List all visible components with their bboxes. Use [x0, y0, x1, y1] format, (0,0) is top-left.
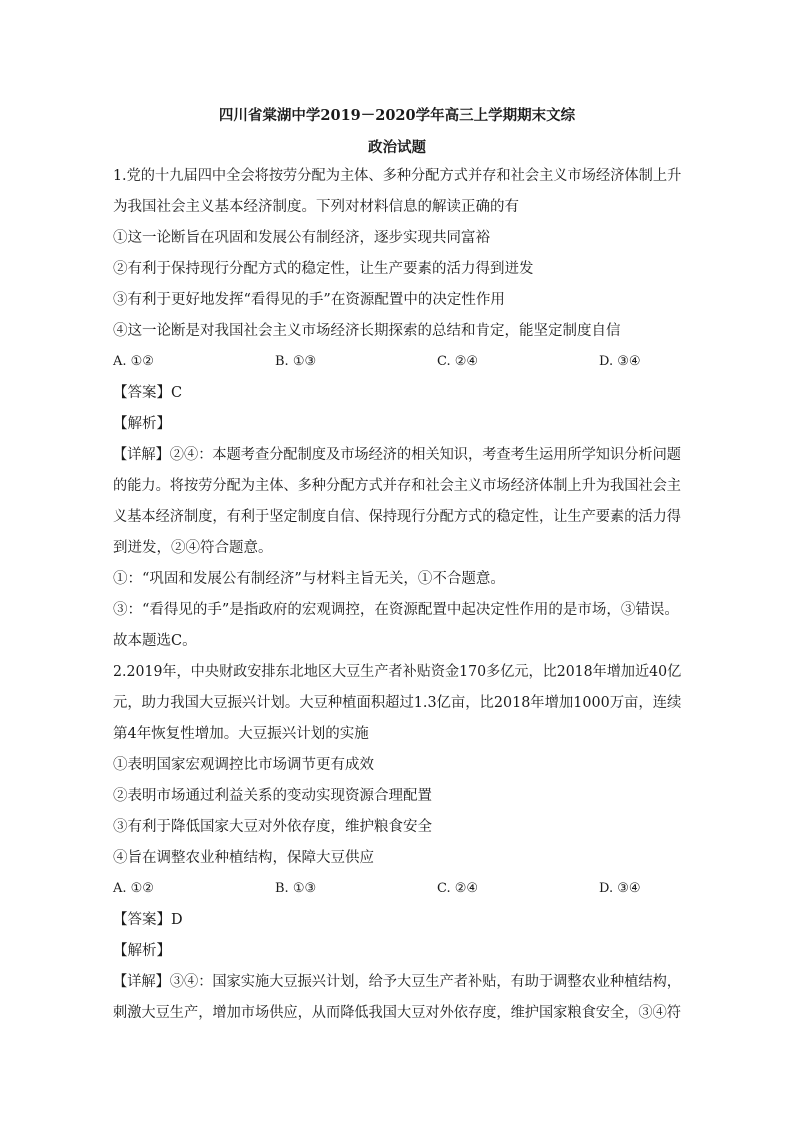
q2-statement-4: ④旨在调整农业种植结构，保障大豆供应 [113, 850, 374, 866]
q2-stem-line-3: 第4年恢复性增加。大豆振兴计划的实施 [113, 726, 369, 742]
q1-statement-3: ③有利于更好地发挥“看得见的手”在资源配置中的决定性作用 [113, 292, 505, 308]
q2-statement-2: ②表明市场通过利益关系的变动实现资源合理配置 [113, 788, 432, 804]
q1-statement-1: ①这一论断旨在巩固和发展公有制经济，逐步实现共同富裕 [113, 230, 490, 246]
q1-option-d: D. ③④ [599, 354, 641, 369]
q1-option-c: C. ②④ [437, 354, 479, 369]
q1-detail-line-7: 故本题选C。 [113, 633, 197, 649]
q1-detail-line-3: 义基本经济制度，有利于坚定制度自信、保持现行分配方式的稳定性，让生产要素的活力得 [113, 509, 681, 525]
q1-statement-2: ②有利于保持现行分配方式的稳定性，让生产要素的活力得到迸发 [113, 261, 534, 277]
q1-stem-line-1: 1.党的十九届四中全会将按劳分配为主体、多种分配方式并存和社会主义市场经济体制上升 [113, 168, 682, 184]
q1-detail-line-1: 【详解】②④：本题考查分配制度及市场经济的相关知识，考查考生运用所学知识分析问题 [113, 447, 681, 463]
q2-option-a: A. ①② [113, 881, 154, 896]
q2-stem-line-1: 2.2019年，中央财政安排东北地区大豆生产者补贴资金170多亿元，比2018年增加近40亿 [113, 664, 682, 680]
q1-detail-line-4: 到迸发，②④符合题意。 [113, 540, 273, 556]
q2-analysis-heading: 【解析】 [113, 943, 171, 959]
q1-option-b: B. ①③ [275, 354, 317, 369]
document-subtitle: 政治试题 [368, 139, 426, 156]
q1-statement-4: ④这一论断是对我国社会主义市场经济长期探索的总结和肯定，能坚定制度自信 [113, 323, 621, 339]
q1-answer: 【答案】C [113, 385, 183, 401]
q2-statement-1: ①表明国家宏观调控比市场调节更有成效 [113, 757, 374, 773]
q2-detail-line-1: 【详解】③④：国家实施大豆振兴计划，给予大豆生产者补贴，有助于调整农业种植结构， [113, 974, 681, 990]
q2-answer: 【答案】D [113, 912, 183, 928]
q2-stem-line-2: 元，助力我国大豆振兴计划。大豆种植面积超过1.3亿亩，比2018年增加1000万亩，连续 [113, 695, 682, 711]
q1-detail-line-5: ①：“巩固和发展公有制经济”与材料主旨无关，①不合题意。 [113, 571, 505, 587]
document-title: 四川省棠湖中学2019－2020学年高三上学期期末文综 [218, 107, 576, 124]
q1-option-a: A. ①② [113, 354, 154, 369]
q1-detail-line-2: 的能力。将按劳分配为主体、多种分配方式并存和社会主义市场经济体制上升为我国社会主 [113, 478, 681, 494]
q2-detail-line-2: 刺激大豆生产，增加市场供应，从而降低我国大豆对外依存度，维护国家粮食安全，③④符 [113, 1005, 681, 1021]
q2-option-d: D. ③④ [599, 881, 641, 896]
q2-statement-3: ③有利于降低国家大豆对外依存度，维护粮食安全 [113, 819, 432, 835]
q1-analysis-heading: 【解析】 [113, 416, 171, 432]
q2-option-c: C. ②④ [437, 881, 479, 896]
q1-detail-line-6: ③：“看得见的手”是指政府的宏观调控，在资源配置中起决定性作用的是市场，③错误。 [113, 602, 679, 618]
q2-option-b: B. ①③ [275, 881, 317, 896]
q1-stem-line-2: 为我国社会主义基本经济制度。下列对材料信息的解读正确的有 [113, 199, 519, 215]
